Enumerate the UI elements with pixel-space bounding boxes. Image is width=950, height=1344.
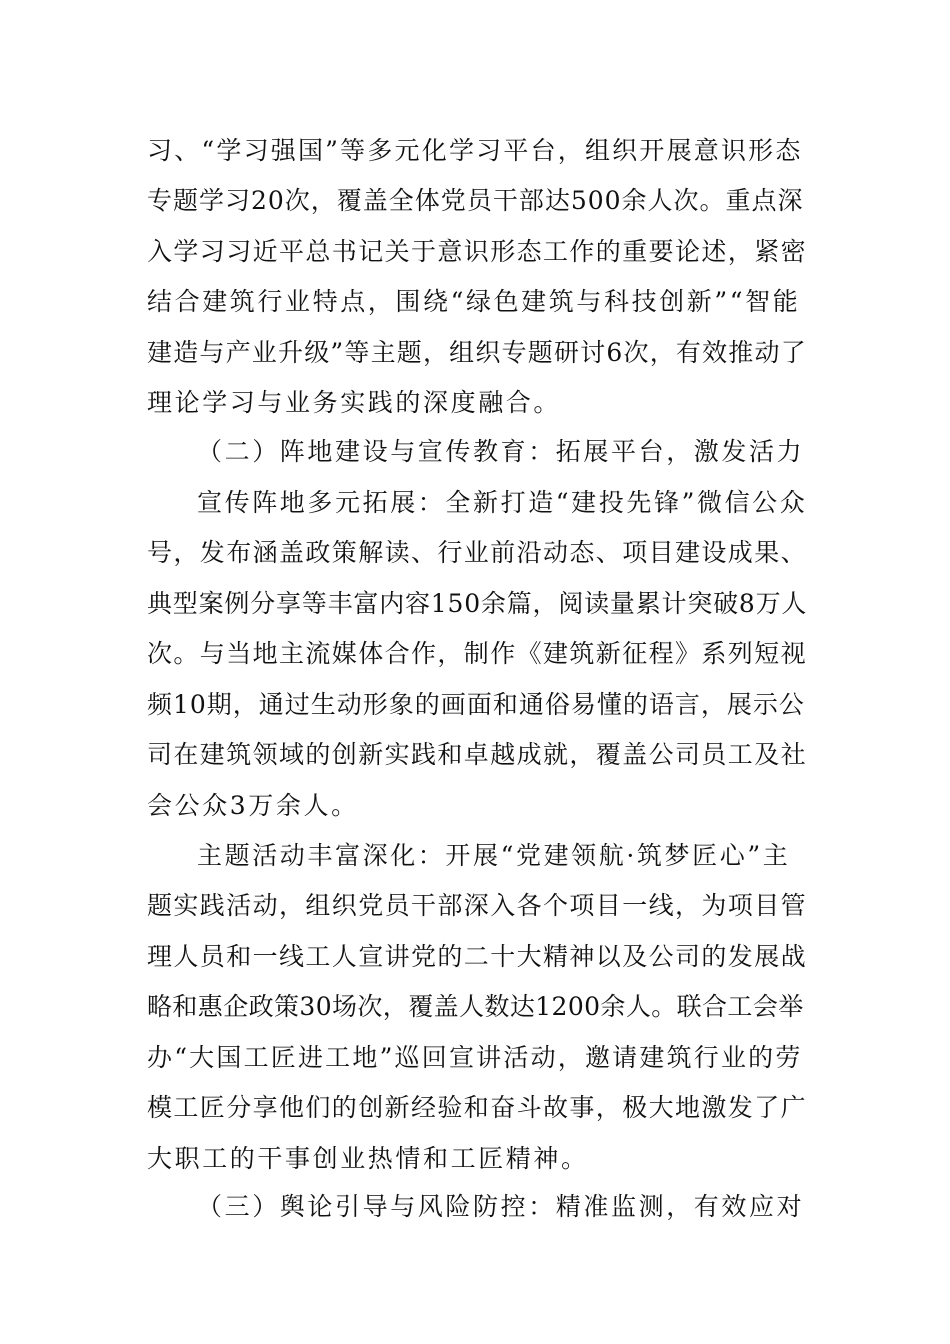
body-line: 理论学习与业务实践的深度融合。 [147, 388, 562, 417]
section-heading: （三）舆论引导与风险防控：精准监测，有效应对 [197, 1192, 805, 1221]
body-line: 主题活动丰富深化：开展“党建领航·筑梦匠心”主 [197, 841, 791, 870]
body-line: 结合建筑行业特点，围绕“绿色建筑与科技创新”“智能 [147, 287, 801, 316]
body-line: 会公众3万余人。 [147, 791, 359, 820]
body-line: 专题学习20次，覆盖全体党员干部达500余人次。重点深 [147, 186, 804, 215]
body-line: 号，发布涵盖政策解读、行业前沿动态、项目建设成果、 [147, 538, 808, 567]
body-line: 略和惠企政策30场次，覆盖人数达1200余人。联合工会举 [147, 992, 804, 1021]
body-line: 典型案例分享等丰富内容150余篇，阅读量累计突破8万人 [147, 589, 808, 618]
body-line: 题实践活动，组织党员干部深入各个项目一线，为项目管 [147, 891, 808, 920]
body-line: 司在建筑领域的创新实践和卓越成就，覆盖公司员工及社 [147, 740, 808, 769]
body-line: 次。与当地主流媒体合作，制作《建筑新征程》系列短视 [147, 639, 808, 668]
body-line: 宣传阵地多元拓展：全新打造“建投先锋”微信公众 [197, 488, 808, 517]
body-line: 办“大国工匠进工地”巡回宣讲活动，邀请建筑行业的劳 [147, 1043, 803, 1072]
body-line: 理人员和一线工人宣讲党的二十大精神以及公司的发展战 [147, 942, 808, 971]
body-line: 入学习习近平总书记关于意识形态工作的重要论述，紧密 [147, 237, 808, 266]
body-line: 模工匠分享他们的创新经验和奋斗故事，极大地激发了广 [147, 1093, 808, 1122]
section-heading: （二）阵地建设与宣传教育：拓展平台，激发活力 [197, 437, 805, 466]
body-line: 大职工的干事创业热情和工匠精神。 [147, 1144, 589, 1173]
body-line: 频10期，通过生动形象的画面和通俗易懂的语言，展示公 [147, 690, 805, 719]
body-line: 习、“学习强国”等多元化学习平台，组织开展意识形态 [147, 136, 803, 165]
body-line: 建造与产业升级”等主题，组织专题研讨6次，有效推动了 [147, 338, 807, 367]
